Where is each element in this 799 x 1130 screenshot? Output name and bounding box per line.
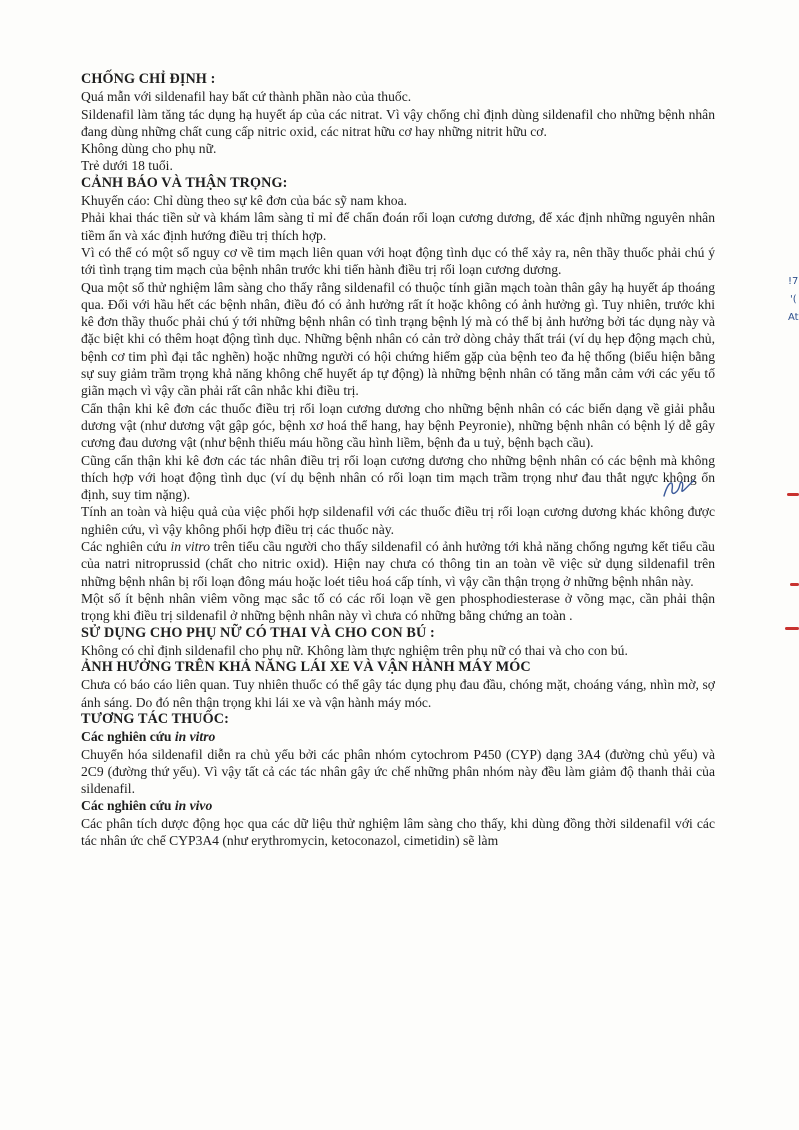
document-body [81, 71, 715, 849]
paragraph: Chuyển hóa sildenafil diễn ra chủ yếu bởi các phân nhóm cytochrom P450 (CYP) dạng 3A4 (đường chủ yếu) và 2C9 (đường thứ yếu). Vì vậy tất cả các tác nhân gây ức chế những phân nhóm này đều làm giảm độ thanh thải của sildenafil. [81, 746, 715, 797]
subheading-in-vivo [81, 797, 715, 814]
italic-term: in vitro [174, 729, 216, 745]
heading-driving: ẢNH HƯỞNG TRÊN KHẢ NĂNG LÁI XE VÀ VẬN HÀNH MÁY MÓC [81, 659, 531, 676]
paragraph: Sildenafil làm tăng tác dụng hạ huyết áp của các nitrat. Vì vậy chống chỉ định dùng sildenafil cho những bệnh nhân đang dùng những chất cung cấp nitric oxid, các nitrat hữu cơ hay những nitrit hữu cơ. [81, 106, 715, 139]
paragraph: Chưa có báo cáo liên quan. Tuy nhiên thuốc có thể gây tác dụng phụ đau đầu, chóng mặt, choáng váng, nhìn mờ, sợ ánh sáng. Do đó nên thận trọng khi lái xe và vận hành máy móc. [81, 677, 715, 710]
paragraph: Khuyến cáo: Chỉ dùng theo sự kê đơn của bác sỹ nam khoa. [81, 193, 408, 209]
margin-mark: '( [790, 294, 797, 305]
heading-pregnancy: SỬ DỤNG CHO PHỤ NỮ CÓ THAI VÀ CHO CON BÚ : [81, 624, 435, 641]
italic-term: in vitro [170, 539, 211, 555]
margin-red-mark [785, 627, 799, 630]
paragraph: Phải khai thác tiền sử và khám lâm sàng tỉ mỉ để chẩn đoán rối loạn cương dương, để xác định những nguyên nhân tiềm ẩn và xác định hướng điều trị thích hợp. [81, 210, 715, 243]
paragraph: Tính an toàn và hiệu quả của việc phối hợp sildenafil với các thuốc điều trị rối loạn cương dương khác không được nghiên cứu, vì vậy không phối hợp điều trị các thuốc này. [81, 504, 715, 537]
heading-warnings: CẢNH BÁO VÀ THẬN TRỌNG: [81, 174, 288, 191]
heading-contraindications: CHỐNG CHỈ ĐỊNH : [81, 71, 216, 87]
paragraph: Vì có thể có một số nguy cơ về tim mạch liên quan với hoạt động tình dục có thể xảy ra, nên thầy thuốc phải chú ý tới tình trạng tim mạch của bệnh nhân trước khi tiến hành điều trị rối loạn cương dương. [81, 244, 715, 278]
paragraph: Không có chỉ định sildenafil cho phụ nữ. Không làm thực nghiệm trên phụ nữ có thai và cho con bú. [81, 642, 628, 658]
text-run: Các nghiên cứu [81, 798, 175, 814]
text-run: trên tiểu cầu người cho thấy sildenafil có ảnh hưởng tới khả năng chống ngưng kết tiểu cầu của natri nitroprussid (chất cho nitric oxid). Hiện nay chưa có thông tin an toàn về việc sử dụng sildenafil trên những bệnh nhân bị rối loạn đông máu hoặc loét tiêu hoá cấp tính, vì vậy cần thận trọng ở những bệnh nhân này. [81, 539, 715, 589]
margin-mark: At [788, 312, 799, 323]
text-run: Các nghiên cứu [81, 729, 175, 745]
paragraph: Quá mẫn với sildenafil hay bất cứ thành phần nào của thuốc. [81, 89, 412, 105]
text-run: Các nghiên cứu [81, 539, 171, 555]
paragraph: Một số ít bệnh nhân viêm võng mạc sắc tố có các rối loạn về gen phosphodiesterase ở võng mạc, cần phải thận trọng khi điều trị sildenafil ở những bệnh nhân này vì chưa có những bằng chứng an toàn . [81, 590, 715, 624]
italic-term: in vivo [174, 798, 213, 814]
paragraph: Trẻ dưới 18 tuổi. [81, 158, 173, 174]
paragraph: Không dùng cho phụ nữ. [81, 141, 217, 157]
subheading-in-vitro [81, 728, 715, 745]
paragraph: Qua một số thử nghiệm lâm sàng cho thấy rằng sildenafil có thuộc tính giãn mạch toàn thân gây hạ huyết áp thoáng qua. Đối với hầu hết các bệnh nhân, điều đó có ảnh hưởng rất ít hoặc không có ảnh hưởng gì. Tuy nhiên, trước khi kê đơn thầy thuốc phải chú ý tới những bệnh nhân có tình trạng bệnh lý mà có thể bị ảnh hưởng bởi tác dụng này và đặc biệt khi có thêm hoạt động tình dục. Những bệnh nhân có cản trở dòng chảy thất trái (ví dụ hẹp động mạch chủ, bệnh cơ tim phì đại tắc nghẽn) hoặc những người có hội chứng hiếm gặp của bệnh teo đa hệ thống (biểu hiện bằng sự suy giảm trầm trọng khả năng không chế huyết áp tự động) là những bệnh nhân có tăng mẫn cảm với các yếu tố giãn mạch vì vậy cần phải rất cân nhắc khi điều trị. [81, 279, 715, 399]
paragraph: Các phân tích dược động học qua các dữ liệu thử nghiệm lâm sàng cho thấy, khi dùng đồng thời sildenafil với các tác nhân ức chế CYP3A4 (như erythromycin, ketoconazol, cimetidin) sẽ làm [81, 815, 715, 849]
margin-red-mark [787, 493, 799, 496]
heading-interactions: TƯƠNG TÁC THUỐC: [81, 710, 229, 727]
paragraph-in-vitro [81, 538, 715, 590]
margin-mark: !7 [788, 276, 799, 287]
handwritten-initial [660, 474, 700, 504]
margin-red-mark [790, 583, 799, 586]
paragraph: Cẩn thận khi kê đơn các thuốc điều trị rối loạn cương dương cho những bệnh nhân có các biến dạng về giải phẫu dương vật (như dương vật gập góc, bệnh xơ hoá thể hang, hay bệnh Peyronie), những bệnh nhân có bệnh lý dễ gây cương đau dương vật (như bệnh thiếu máu hồng cầu hình liềm, bệnh đa u tuỷ, bệnh bạch cầu). [81, 400, 715, 451]
paragraph: Cũng cẩn thận khi kê đơn các tác nhân điều trị rối loạn cương dương cho những bệnh nhân có các bệnh mà không thích hợp với hoạt động tình dục (ví dụ bệnh nhân có rối loạn tim mạch trầm trọng như đau thắt ngực không ổn định, suy tim nặng). [81, 452, 715, 503]
